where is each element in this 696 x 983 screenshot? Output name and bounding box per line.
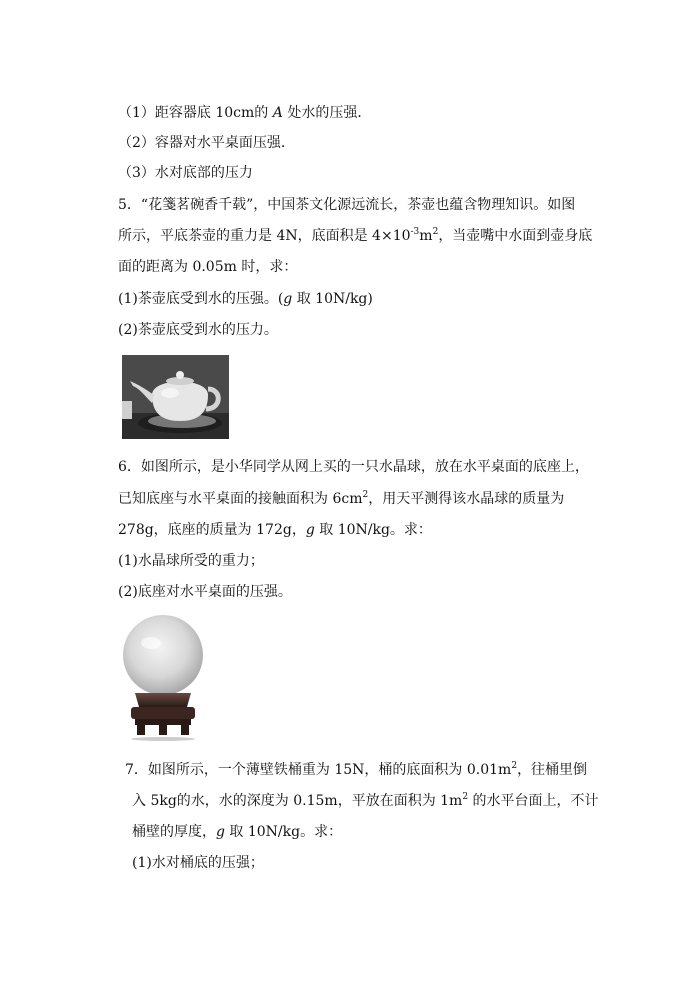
q4-item-3: （3）水对底部的压力 [118, 165, 253, 181]
q5-line-1: 5．“花箋茗碗香千载”，中国茶文化源远流长，茶壶也蕴含物理知识。如图 [118, 197, 576, 213]
crystal-ball-photo [121, 613, 205, 743]
q6-line-1: 6．如图所示，是小华同学从网上买的一只水晶球，放在水平桌面的底座上， [118, 459, 589, 475]
q7-line-3: 桶壁的厚度，g 取 10N/kg。求： [132, 824, 343, 840]
q6-sub-1: (1)水晶球所受的重力； [118, 553, 264, 569]
q5-line-3: 面的距离为 0.05m 时，求： [118, 259, 298, 275]
variable-a: A [272, 105, 283, 121]
q6-line-3: 278g，底座的质量为 172g，g 取 10N/kg。求： [118, 522, 432, 538]
q5-line-2: 所示，平底茶壶的重力是 4N，底面积是 $4\times 10^{-3}m^2$，当壶嘴中水面到壶身底 [118, 227, 593, 244]
crystal-ball-illustration [121, 613, 205, 743]
q4-item-2: （2）容器对水平桌面压强． [118, 135, 295, 151]
q6-line-2: 已知底座与水平桌面的接触面积为 $6cm^2$，用天平测得该水晶球的质量为 [118, 490, 565, 507]
q5-sub-1: (1)茶壶底受到水的压强。(g 取 10N/kg) [118, 291, 373, 307]
teapot-photo [122, 355, 229, 439]
q7-sub-1: (1)水对桶底的压强； [132, 855, 264, 871]
q7-line-1: 7．如图所示，一个薄壁铁桶重为 15N，桶的底面积为 $0.01m^2$，往桶里倒 [125, 761, 588, 778]
teapot-illustration [122, 355, 229, 439]
q4-item-1: （1）距容器底 10cm的 A 处水的压强． [118, 105, 372, 121]
q7-line-2: 入 5kg的水，水的深度为 0.15m，平放在面积为 $1m^2$ 的水平台面上，不计 [132, 792, 599, 809]
q6-sub-2: (2)底座对水平桌面的压强。 [118, 584, 292, 600]
q5-sub-2: (2)茶壶底受到水的压力。 [118, 322, 278, 338]
